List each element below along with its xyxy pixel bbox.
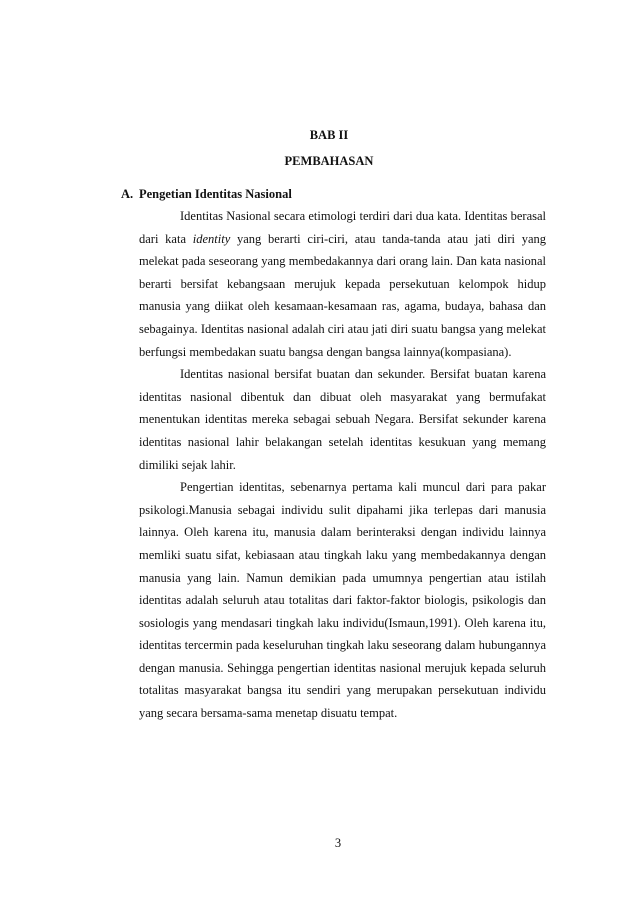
- paragraph-text: yang berarti ciri-ciri, atau tanda-tanda atau jati diri yang melekat pada seseorang yang membedakannya dari orang lain. Dan kata nasional berarti bersifat kebangsaan merujuk kepada persekutuan kelompok hidup manusia yang diikat oleh kesamaan-kesamaan ras, agama, budaya, bahasa dan sebagainya. Identitas nasional adalah ciri atau jati diri suatu bangsa yang melekat berfungsi membedakan suatu bangsa dengan bangsa lainnya(kompasiana).: [139, 231, 547, 359]
- paragraph: [139, 205, 546, 363]
- section-body: [139, 205, 546, 725]
- paragraph: Identitas nasional bersifat buatan dan sekunder. Bersifat buatan karena identitas nasional dibentuk dan dibuat oleh masyarakat yang bermufakat menentukan identitas mereka sebagai sebuah Negara. Bersifat sekunder karena identitas nasional lahir belakangan setelah identitas kesukuan yang memang dimiliki sejak lahir.: [139, 367, 546, 472]
- chapter-label: BAB II: [309, 128, 349, 142]
- emphasized-term: identity: [192, 231, 231, 246]
- paragraph-text: Identitas Nasional secara etimologi terdiri dari dua kata. Identitas berasal dari kata: [139, 209, 546, 246]
- section-title: Pengetian Identitas Nasional: [139, 187, 292, 201]
- section-heading: [121, 183, 292, 205]
- paragraph: Pengertian identitas, sebenarnya pertama kali muncul dari para pakar psikologi.Manusia sebagai individu sulit dipahami jika terlepas dari manusia lainnya. Oleh karena itu, manusia dalam berinteraksi dengan individu lainnya memliki suatu sifat, kebiasaan atau tingkah laku yang membedakannya dengan manusia yang lain. Namun demikian pada umumnya pengertian atau istilah identitas adalah seluruh atau totalitas dari faktor-faktor biologis, psikologis dan sosiologis yang mendasari tingkah laku individu(Ismaun,1991). Oleh karena itu, identitas tercermin pada keseluruhan tingkah laku seseorang dalam hubungannya dengan manusia. Sehingga pengertian identitas nasional merujuk kepada seluruh totalitas masyarakat bangsa itu sendiri yang merupakan persekutuan individu yang secara bersama-sama menetap disuatu tempat.: [139, 480, 546, 721]
- section-letter: A.: [121, 187, 134, 201]
- page-number: [0, 836, 638, 851]
- page-number-text: 3: [334, 836, 342, 850]
- chapter-heading: [0, 122, 638, 174]
- chapter-title: PEMBAHASAN: [284, 154, 374, 168]
